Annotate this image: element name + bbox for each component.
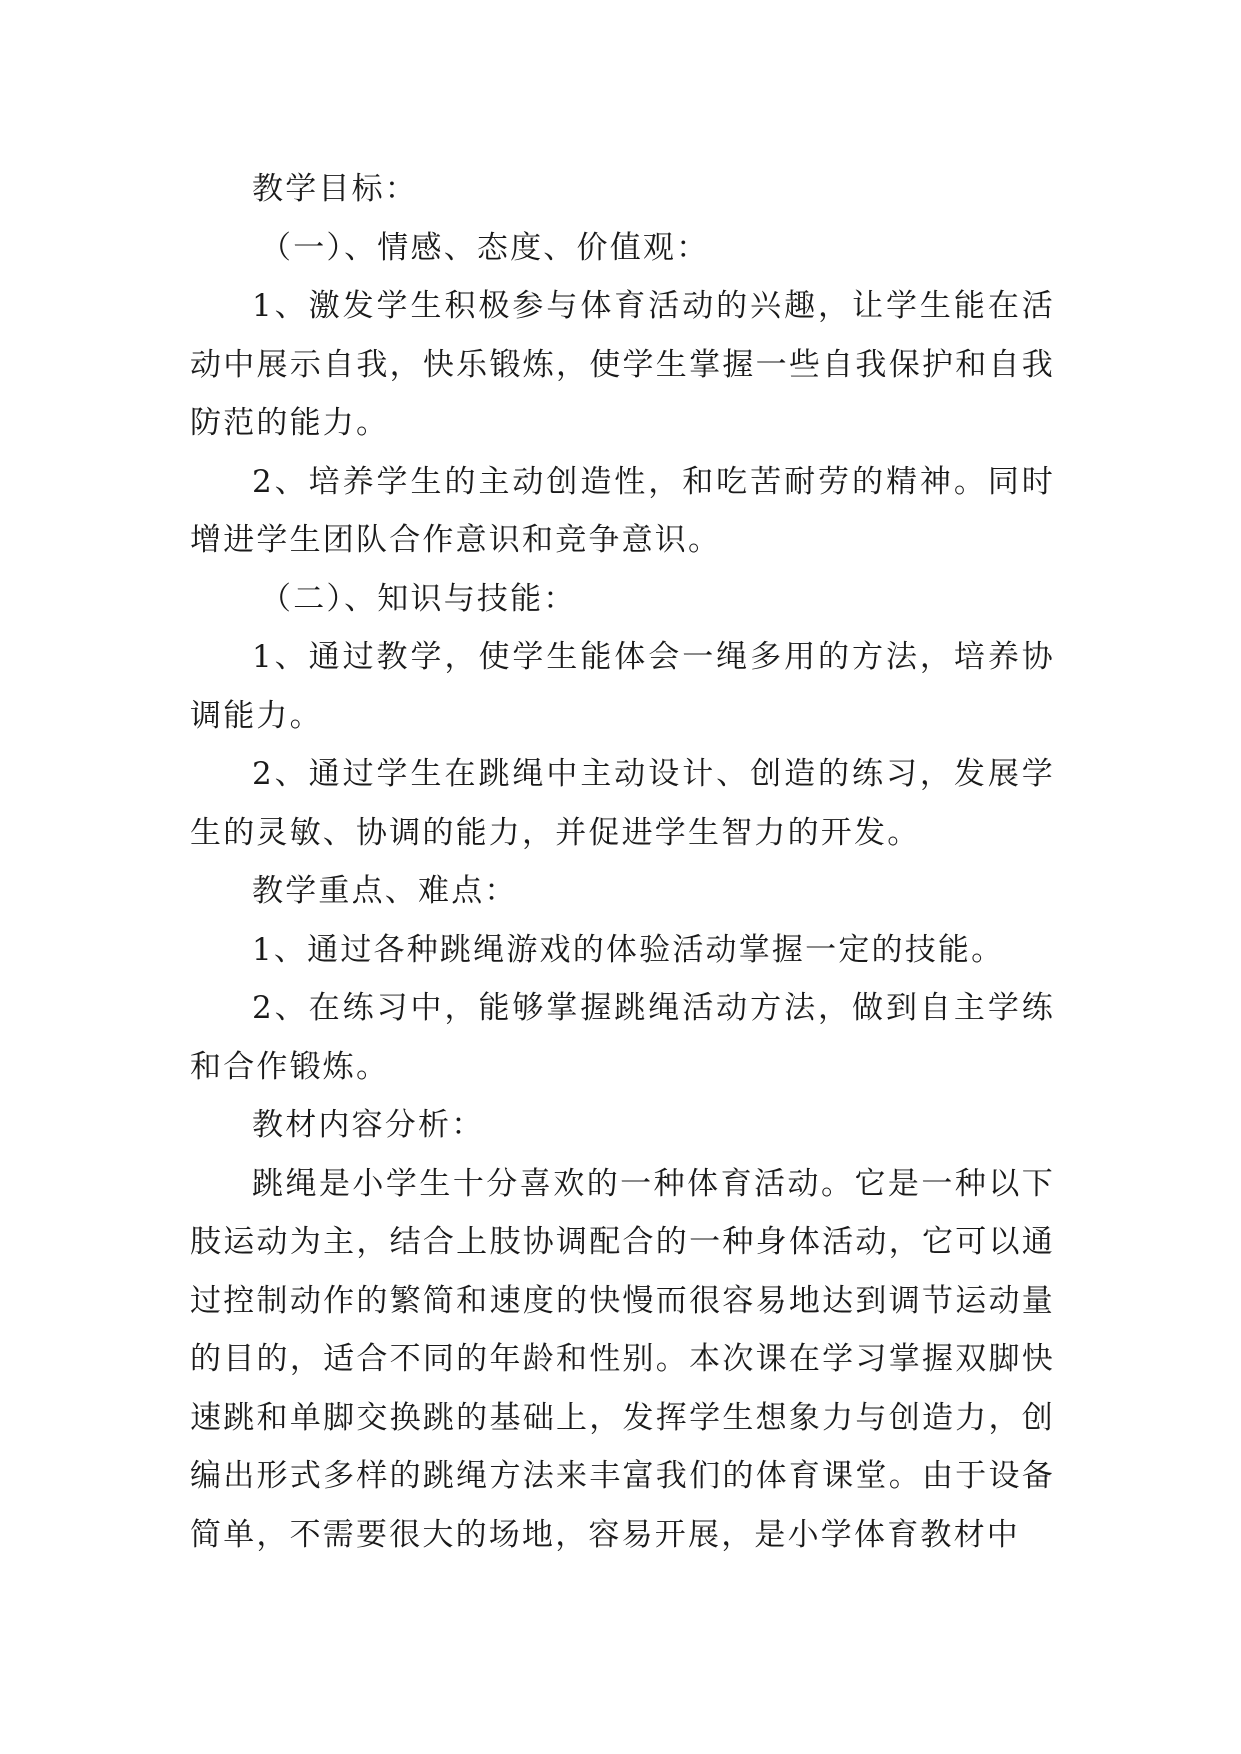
subheading-emotion-attitude-values: （一）、情感、态度、价值观： bbox=[260, 229, 710, 266]
paragraph-material-analysis: 跳绳是小学生十分喜欢的一种体育活动。它是一种以下肢运动为主，结合上肢协调配合的一种身体活动，它可以通过控制动作的繁简和速度的快慢而很容易地达到调节运动量的目的，适合不同的年龄和性别。本次课在学习掌握双脚快速跳和单脚交换跳的基础上，发挥学生想象力与创造力，创编出形式多样的跳绳方法来丰富我们的体育课堂。由于设备简单，不需要很大的场地，容易开展，是小学体育教材中 bbox=[190, 1165, 1055, 1553]
section-heading-teaching-goals: 教学目标： bbox=[252, 171, 418, 207]
section-heading-key-points: 教学重点、难点： bbox=[252, 873, 518, 909]
paragraph-key-point-1: 1、通过各种跳绳游戏的体验活动掌握一定的技能。 bbox=[252, 931, 1005, 968]
subheading-knowledge-skills: （二）、知识与技能： bbox=[260, 580, 577, 617]
paragraph-goal-2-1: 1、通过教学，使学生能体会一绳多用的方法，培养协调能力。 bbox=[190, 639, 1055, 734]
paragraph-goal-1-1: 1、激发学生积极参与体育活动的兴趣，让学生能在活动中展示自我，快乐锻炼，使学生掌握一些自我保护和自我防范的能力。 bbox=[190, 288, 1055, 441]
document-body bbox=[190, 160, 1055, 1564]
section-heading-material-analysis: 教材内容分析： bbox=[252, 1107, 485, 1143]
paragraph-goal-1-2: 2、培养学生的主动创造性，和吃苦耐劳的精神。同时增进学生团队合作意识和竞争意识。 bbox=[190, 463, 1055, 558]
paragraph-goal-2-2: 2、通过学生在跳绳中主动设计、创造的练习，发展学生的灵敏、协调的能力，并促进学生智力的开发。 bbox=[190, 756, 1055, 851]
paragraph-key-point-2: 2、在练习中，能够掌握跳绳活动方法，做到自主学练和合作锻炼。 bbox=[190, 990, 1055, 1085]
